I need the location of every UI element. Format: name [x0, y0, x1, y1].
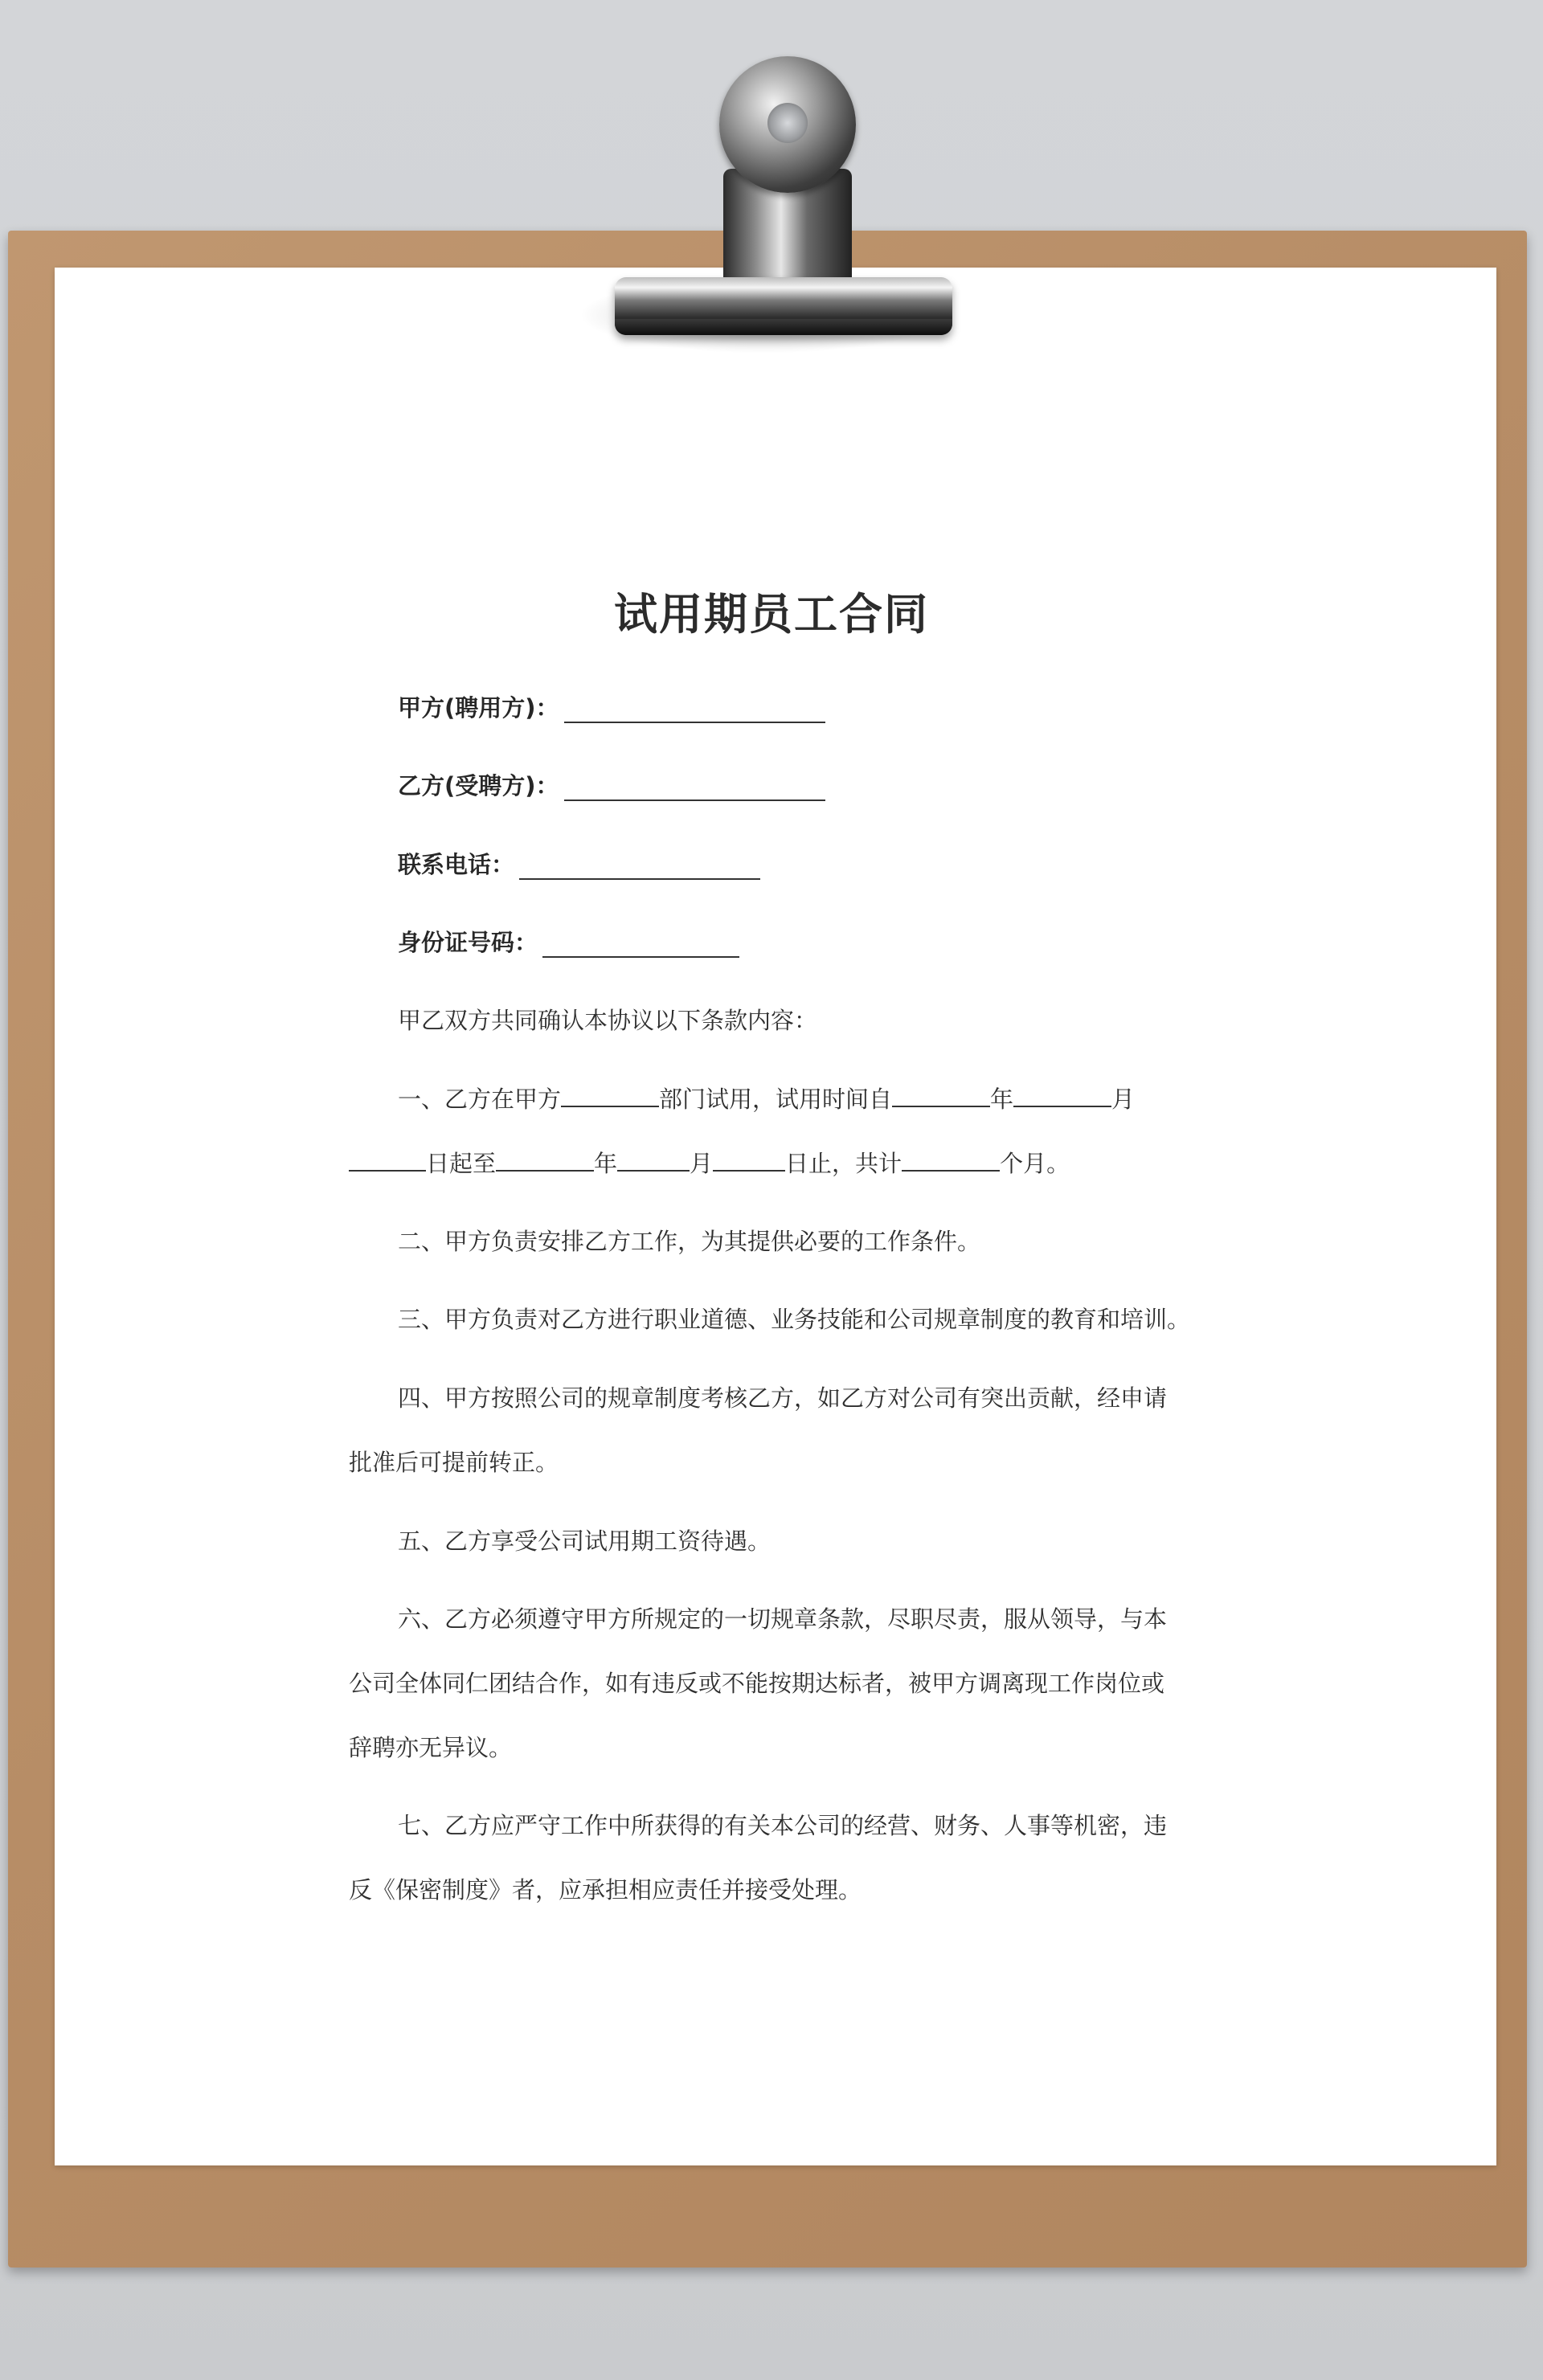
- clause-6-line-1: 六、乙方必须遵守甲方所规定的一切规章条款，尽职尽责，服从领导，与本: [398, 1605, 1168, 1633]
- clause-1-text-g: 月: [690, 1150, 714, 1177]
- clause-1-line-1: [398, 1083, 1135, 1115]
- clause-1-text-i: 个月。: [1000, 1150, 1070, 1177]
- field-label: 身份证号码：: [398, 929, 538, 956]
- field-id-number: [398, 926, 739, 958]
- clause-4-line-1: 四、甲方按照公司的规章制度考核乙方，如乙方对公司有突出贡献，经申请: [398, 1384, 1168, 1412]
- clause-1-text-b: 部门试用，试用时间自: [659, 1086, 893, 1113]
- clause-7-line-2: 反《保密制度》者，应承担相应责任并接受处理。: [349, 1876, 862, 1904]
- clause-4-line-2: 批准后可提前转正。: [349, 1449, 559, 1476]
- blank-line: [617, 1147, 690, 1172]
- clause-1-text-h: 日止，共计: [785, 1150, 902, 1177]
- clause-1-text-a: 一、乙方在甲方: [398, 1086, 562, 1113]
- clause-3: 三、甲方负责对乙方进行职业道德、业务技能和公司规章制度的教育和培训。: [398, 1306, 1191, 1333]
- clause-7-line-1: 七、乙方应严守工作中所获得的有关本公司的经营、财务、人事等机密，违: [398, 1812, 1168, 1839]
- field-label: 乙方(受聘方)：: [398, 772, 559, 799]
- field-label: 联系电话：: [398, 851, 515, 878]
- field-label: 甲方(聘用方)：: [398, 694, 559, 722]
- clause-5: 五、乙方享受公司试用期工资待遇。: [398, 1527, 772, 1555]
- clause-1-text-f: 年: [594, 1150, 618, 1177]
- blank-line: [564, 775, 825, 801]
- clause-6-line-3: 辞聘亦无异议。: [349, 1734, 513, 1761]
- blank-line: [496, 1147, 594, 1172]
- clause-1-text-d: 月: [1111, 1086, 1136, 1113]
- blank-line: [713, 1147, 785, 1172]
- clause-1-text-e: 日起至: [426, 1150, 497, 1177]
- blank-line: [892, 1083, 990, 1107]
- document-title: 试用期员工合同: [614, 589, 929, 640]
- blank-line: [542, 932, 739, 958]
- blank-line: [564, 697, 825, 723]
- intro-text: 甲乙双方共同确认本协议以下条款内容：: [398, 1007, 818, 1034]
- clause-1-line-2: [349, 1147, 1070, 1180]
- clause-2: 二、甲方负责安排乙方工作，为其提供必要的工作条件。: [398, 1228, 981, 1255]
- clause-1-text-c: 年: [990, 1086, 1014, 1113]
- blank-line: [349, 1147, 426, 1172]
- field-party-b: [398, 769, 825, 801]
- field-party-a: [398, 691, 825, 723]
- blank-line: [1013, 1083, 1111, 1107]
- clause-6-line-2: 公司全体同仁团结合作，如有违反或不能按期达标者，被甲方调离现工作岗位或: [349, 1670, 1165, 1697]
- blank-line: [902, 1147, 1000, 1172]
- field-phone: [398, 848, 760, 880]
- blank-line: [519, 854, 760, 880]
- blank-line: [561, 1083, 659, 1107]
- binder-clip-icon: [579, 48, 948, 354]
